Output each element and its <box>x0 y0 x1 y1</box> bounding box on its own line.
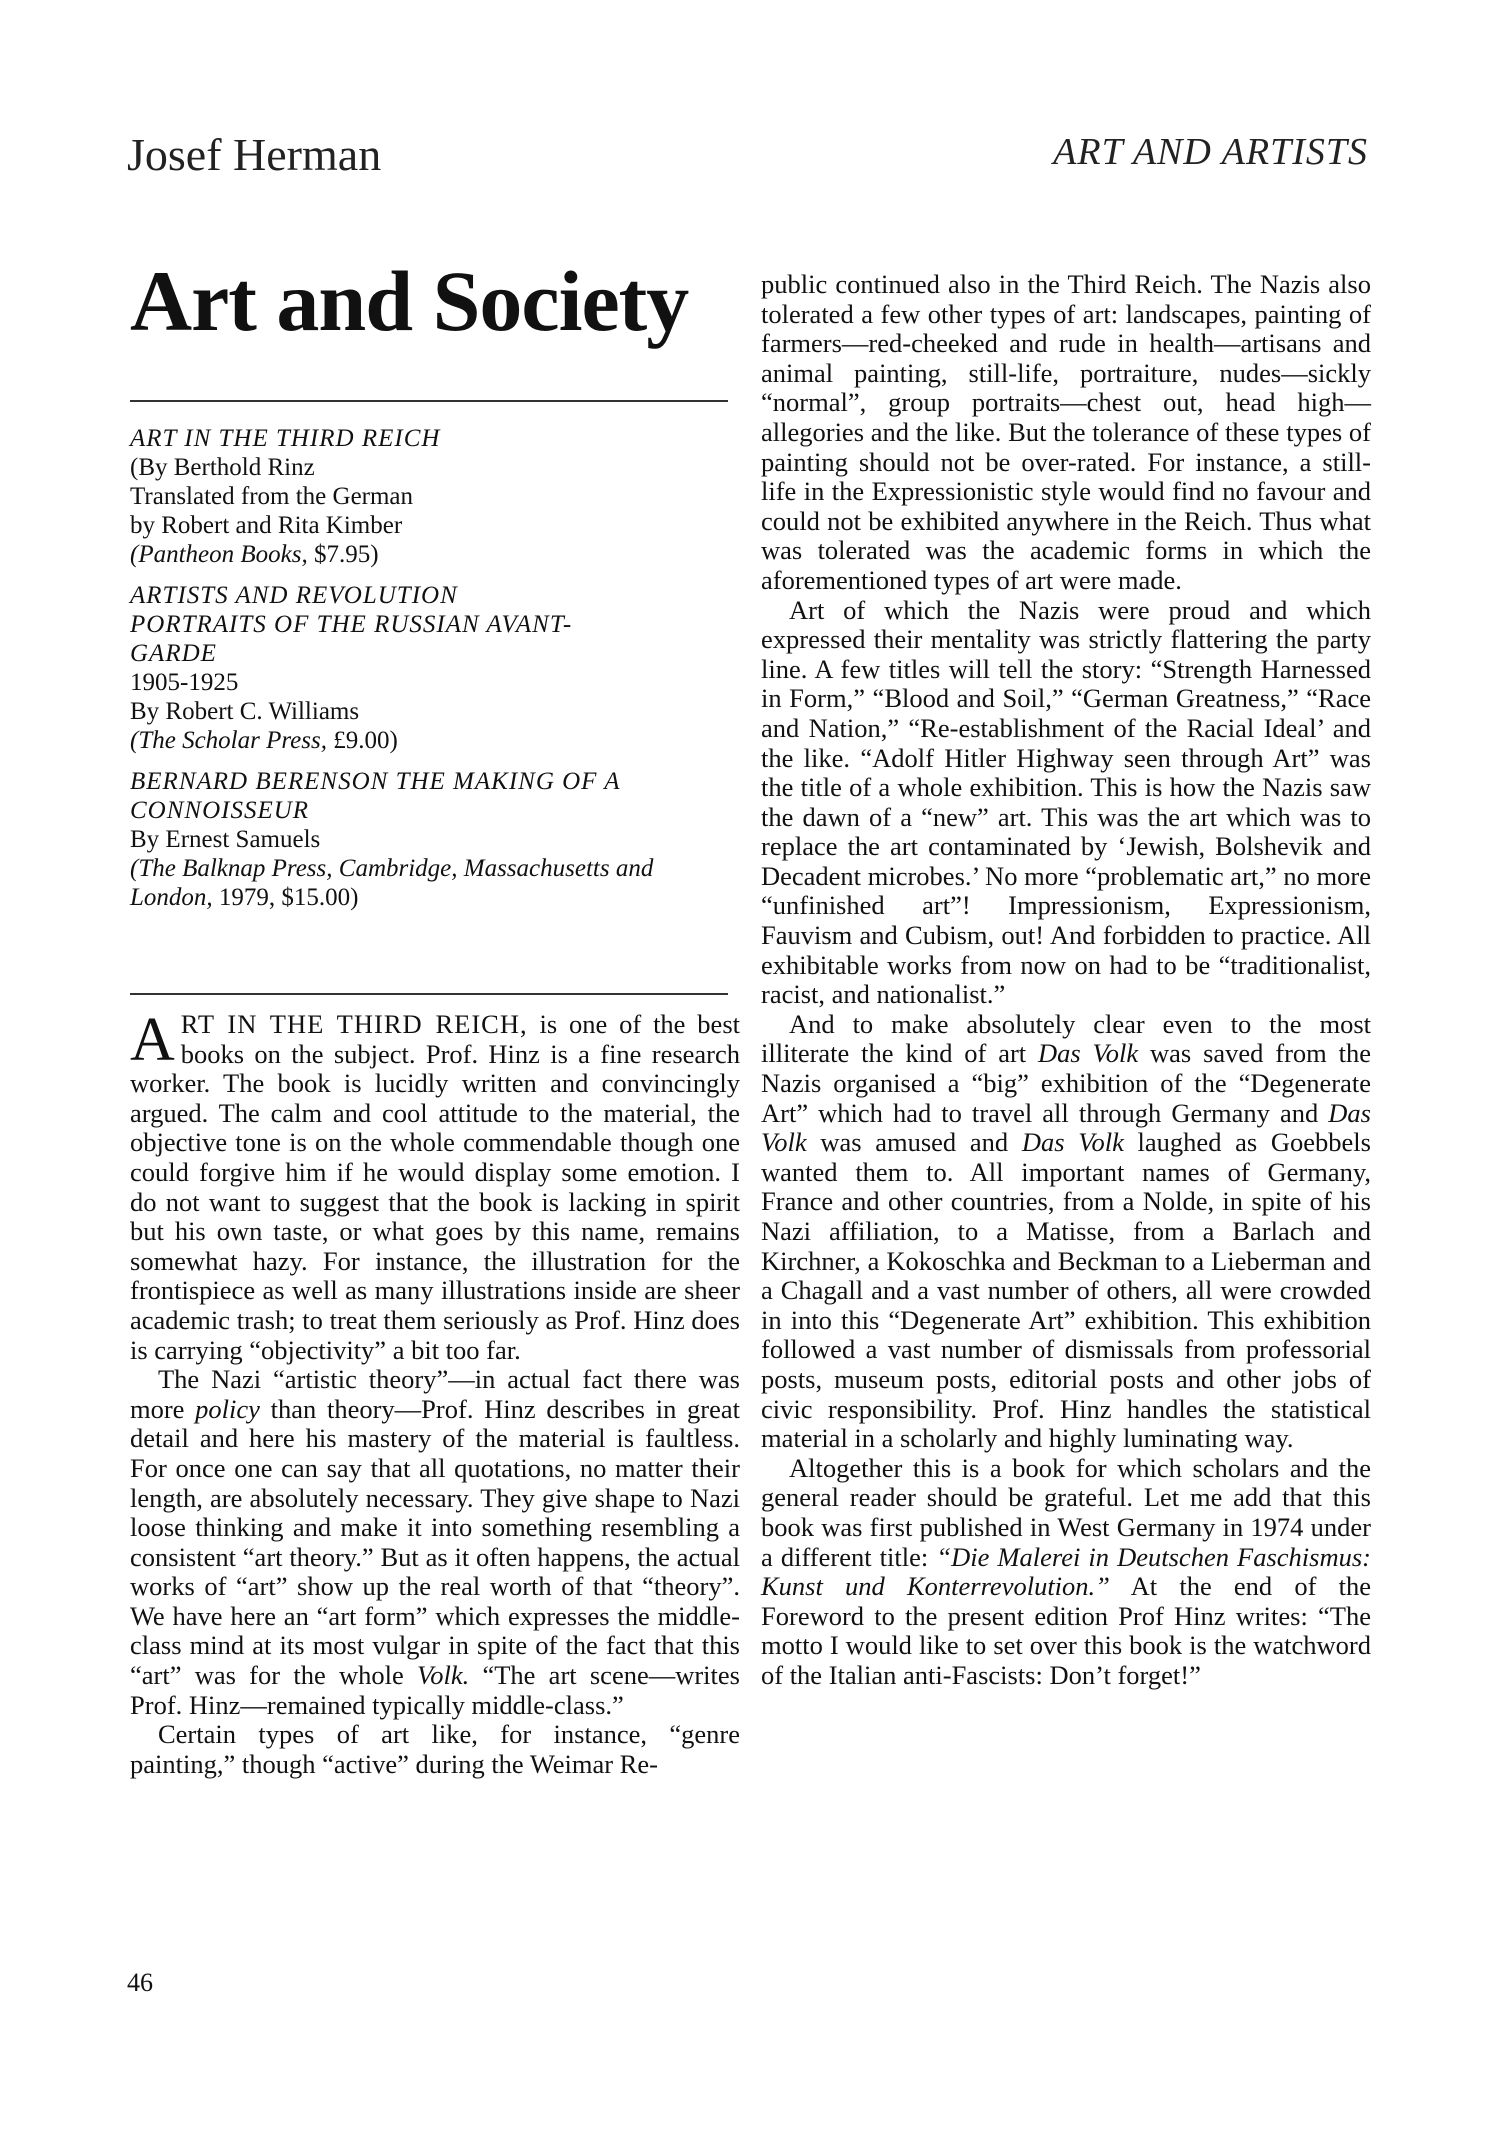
book-line: By Robert C. Williams <box>130 698 360 725</box>
book-publisher: (Pantheon Books, <box>130 541 308 568</box>
book-title: ART IN THE THIRD REICH <box>130 425 441 452</box>
book-line: 1905-1925 <box>130 669 239 696</box>
emphasis: “Die Malerei in Deutschen Faschismus: Kunst und Konterrevolution.” <box>761 1541 1372 1602</box>
body-column-left <box>130 1006 740 1779</box>
book-publisher-line <box>130 726 742 755</box>
emphasis: Das Volk <box>761 1097 1371 1158</box>
section-rule <box>130 993 728 995</box>
book-publisher: (The Scholar Press, <box>130 727 327 754</box>
page-number: 46 <box>127 1968 153 1997</box>
lead-in: RT IN THE THIRD REICH, <box>180 1009 528 1039</box>
paragraph-text: And to make absolutely clear even to the most illiterate the kind of art <box>761 1008 1371 1069</box>
book-line: by Robert and Rita Kimber <box>130 512 403 539</box>
paragraph: public continued also in the Third Reich. The Nazis also tolerated a few other types of art: landscapes, painting of farmers—red-cheeked and rude in health—artisans and animal painting, still-life, portraiture, nudes—sickly “normal”, group portraits—chest out, head high—allegories and the like. But the tolerance of these types of painting should not be over-rated. For instance, a still-life in the Expressionistic style would find no favour and could not be exhibited anywhere in the Reich. Thus what was tolerated was the academic forms in which the aforementioned types of art were made. <box>761 269 1371 595</box>
book-publisher-line <box>130 854 690 912</box>
reviewed-books-list <box>130 424 742 924</box>
article-title: Art and Society <box>130 253 689 349</box>
emphasis: Volk. <box>416 1660 470 1691</box>
paragraph <box>761 1010 1371 1454</box>
paragraph-text: than theory—Prof. Hinz describes in great detail and here his mastery of the material is faultless. For once one can say that all quotations, no matter their length, are absolutely necessary. They give shape to Nazi loose thinking and make it into something resembling a consistent “art theory.” But as it often happens, the actual works of “art” show up the real worth of that “theory”. We have here an “art form” which expresses the middle-class mind at its most vulgar in spite of the fact that this “art” was for the whole <box>130 1393 740 1691</box>
book-title: BERNARD BERENSON THE MAKING OF A CONNOISSEUR <box>130 768 621 824</box>
book-price: $7.95) <box>307 541 379 568</box>
book-line: By Ernest Samuels <box>130 826 321 853</box>
running-head-section: ART AND ARTISTS <box>1053 131 1368 173</box>
running-head-author: Josef Herman <box>127 129 382 180</box>
book-line: (By Berthold Rinz <box>130 454 315 481</box>
book-title: ARTISTS AND REVOLUTION PORTRAITS OF THE RUSSIAN AVANT-GARDE <box>130 582 573 667</box>
drop-cap: A <box>130 1006 175 1074</box>
emphasis: policy <box>195 1393 260 1424</box>
book-price: £9.00) <box>326 727 398 754</box>
paragraph-text: The Nazi “artistic theory”—in actual fact there was more <box>130 1364 740 1424</box>
book-publisher-line <box>130 540 742 569</box>
book-price: 1979, $15.00) <box>212 884 359 911</box>
paragraph: Art of which the Nazis were proud and which expressed their mentality was strictly flattering the party line. A few titles will tell the story: “Strength Harnessed in Form,” “Blood and Soil,” “German Greatness,” “Race and Nation,” “Re-establishment of the Racial Ideal’ and the like. “Adolf Hitler Highway seen through Art” was the title of a whole exhibition. This is how the Nazis saw the dawn of a “new” art. This was the art which was to replace the art contaminated by ‘Jewish, Bolshevik and Decadent microbes.’ No more “problematic art,” no more “unfinished art”! Impressionism, Expressionism, Fauvism and Cubism, out! And forbidden to practice. All exhibitable works from now on had to be “traditionalist, racist, and nationalist.” <box>761 594 1371 1010</box>
paragraph-text: laughed as Goebbels wanted them to. All important names of Germany, France and other countries, from a Nolde, in spite of his Nazi affiliation, to a Matisse, from a Barlach and Kirchner, a Kokoschka and Beckman to a Lieberman and a Chagall and a vast number of others, all were crowded in into this “Degenerate Art” exhibition. This exhibition followed a vast number of dismissals from professorial posts, museum posts, editorial posts and other jobs of civic responsibility. Prof. Hinz handles the statistical material in a scholarly and highly luminating way. <box>761 1127 1371 1454</box>
paragraph <box>130 1006 740 1365</box>
paragraph-text: was amused and <box>806 1127 1022 1158</box>
paragraph: Certain types of art like, for instance, “genre painting,” though “active” during the Weimar Re- <box>130 1719 740 1779</box>
emphasis: Das Volk <box>1021 1127 1124 1158</box>
paragraph-text: “The art scene—writes Prof. Hinz—remained typically middle-class.” <box>130 1660 740 1720</box>
paragraph-text: was saved from the Nazis organised a “big” exhibition of the “Degenerate Art” which had to travel all through Germany and <box>761 1038 1371 1128</box>
book-entry-1 <box>130 424 742 569</box>
body-column-right <box>761 270 1371 1691</box>
emphasis: Das Volk <box>1038 1038 1139 1069</box>
paragraph <box>761 1454 1371 1691</box>
book-entry-2 <box>130 581 742 755</box>
book-line: Translated from the German <box>130 483 414 510</box>
paragraph-text: At the end of the Foreword to the present edition Prof Hinz writes: “The motto I would like to set over this book is the watchword of the Italian anti-Fascists: Don’t forget!” <box>761 1571 1371 1690</box>
paragraph-text: Altogether this is a book for which scholars and the general reader should be grateful. Let me add that this book was first published in West Germany in 1974 under a different title: <box>761 1452 1371 1572</box>
book-publisher: (The Balknap Press, Cambridge, Massachusetts and London, <box>130 855 654 911</box>
book-entry-3 <box>130 767 742 912</box>
title-rule <box>130 400 728 402</box>
paragraph-text: is one of the best books on the subject. Prof. Hinz is a fine research worker. The book is lucidly written and convincingly argued. The calm and cool attitude to the material, the objective tone is on the whole commendable though one could forgive him if he would display some emotion. I do not want to suggest that the book is lacking in spirit but his own taste, or what goes by this name, remains somewhat hazy. For instance, the illustration for the frontispiece as well as many illustrations inside are sheer academic trash; to treat them seriously as Prof. Hinz does is carrying “objectivity” a bit too far. <box>130 1009 740 1365</box>
paragraph <box>130 1365 740 1720</box>
